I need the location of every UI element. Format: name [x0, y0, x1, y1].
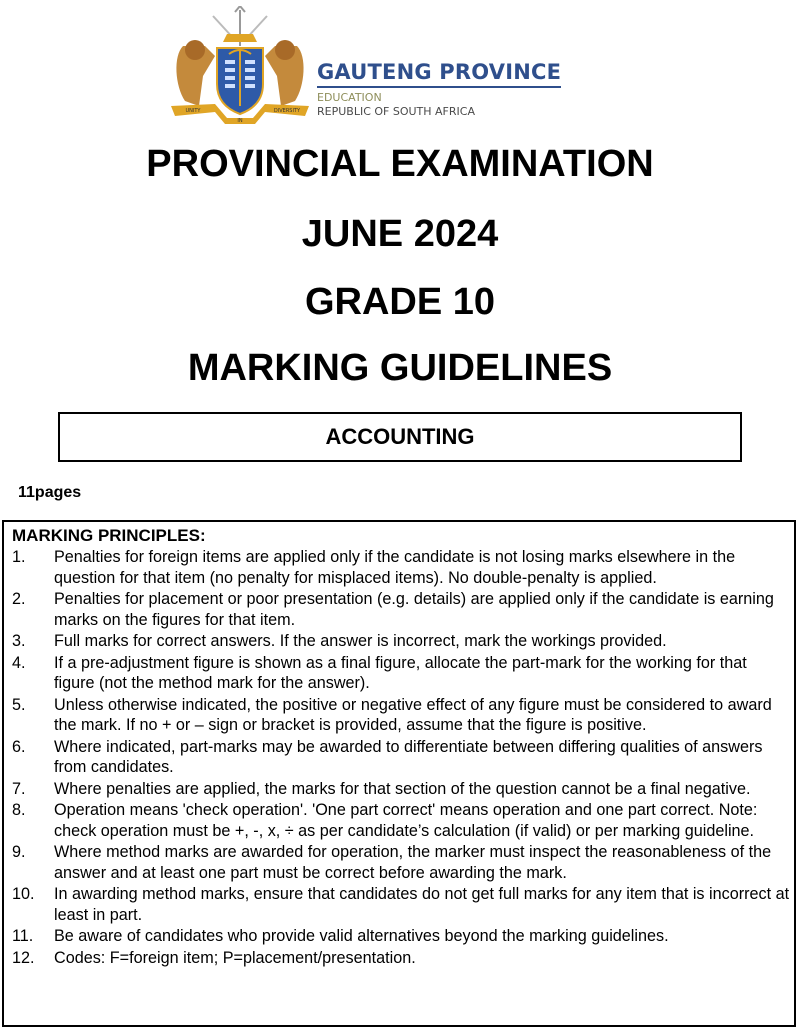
logo-province-name: GAUTENG PROVINCE — [317, 60, 561, 88]
principle-item: 8. Operation means 'check operation'. 'One part correct' means operation and one part correct. Note: check operation must be +, -, x, ÷ as per candidate’s calculation (if valid) or per marking guideline. — [12, 801, 758, 840]
principle-item: 2. Penalties for placement or poor presentation (e.g. details) are applied only if the candidate is earning marks on the figures for that item. — [12, 590, 774, 629]
principle-item: 5. Unless otherwise indicated, the positive or negative effect of any figure must be considered to award the mark. If no + or – sign or bracket is provided, assume that the figure is positive. — [12, 695, 772, 734]
logo-country: REPUBLIC OF SOUTH AFRICA — [317, 105, 475, 118]
principle-item: 3. Full marks for correct answers. If the answer is incorrect, mark the workings provided. — [12, 632, 667, 650]
exam-date: JUNE 2024 — [301, 213, 499, 255]
coat-of-arms-icon — [165, 6, 315, 126]
principles-heading: MARKING PRINCIPLES: — [12, 526, 206, 545]
svg-text:IN: IN — [237, 118, 243, 124]
exam-title: PROVINCIAL EXAMINATION — [146, 143, 654, 185]
svg-text:UNITY: UNITY — [185, 108, 201, 114]
subject-box — [58, 412, 742, 462]
logo-department: EDUCATION — [317, 91, 382, 104]
page-count: 11pages — [18, 484, 82, 501]
principle-item: 6. Where indicated, part-marks may be awarded to differentiate between differing qualities of answers from candidates. — [12, 737, 763, 776]
svg-text:DIVERSITY: DIVERSITY — [273, 108, 301, 114]
document-type: MARKING GUIDELINES — [187, 347, 613, 389]
principle-item: 11. Be aware of candidates who provide valid alternatives beyond the marking guidelines. — [12, 927, 669, 945]
principle-item: 9. Where method marks are awarded for operation, the marker must inspect the reasonableness of the answer and at least one part must be correct before awarding the mark. — [12, 843, 772, 882]
principle-item: 1. Penalties for foreign items are applied only if the candidate is not losing marks elsewhere in the question for that item (no penalty for misplaced items). No double-penalty is applied. — [12, 548, 736, 587]
principle-item: 12. Codes: F=foreign item; P=placement/presentation. — [12, 948, 416, 967]
principle-item: 10. In awarding method marks, ensure that candidates do not get full marks for any item that is incorrect at least in part. — [12, 885, 790, 924]
principle-item: 7. Where penalties are applied, the marks for that section of the question cannot be a final negative. — [12, 779, 751, 798]
logo-text — [317, 60, 561, 119]
marking-principles-box — [2, 520, 796, 1027]
principle-item: 4. If a pre-adjustment figure is shown as a final figure, allocate the part-mark for the working for that figure (not the method mark for the answer). — [12, 653, 747, 692]
subject-name: ACCOUNTING — [325, 424, 475, 449]
gauteng-logo — [165, 6, 585, 126]
exam-grade: GRADE 10 — [304, 281, 496, 323]
